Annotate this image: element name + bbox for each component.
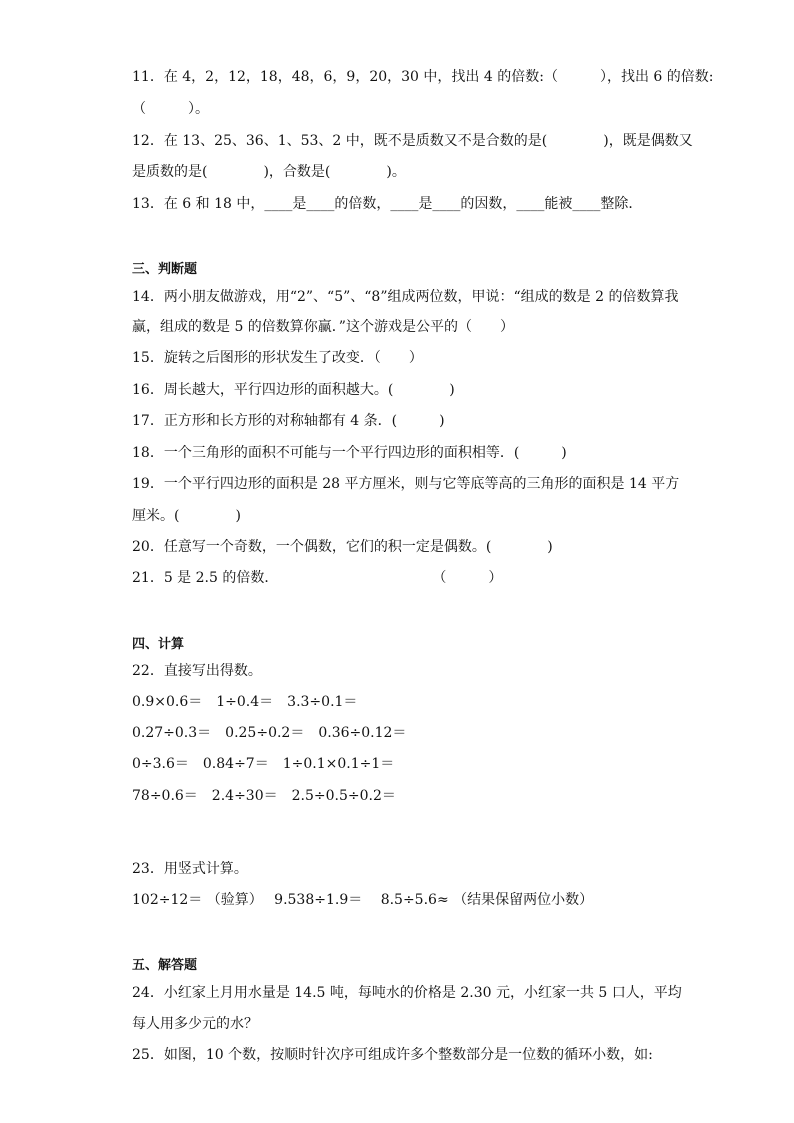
question-23: 23．用竖式计算。: [132, 861, 248, 877]
question-18: 18．一个三角形的面积不可能与一个平行四边形的面积相等．( ): [132, 445, 567, 461]
section-heading-calculation: 四、计算: [132, 637, 185, 652]
calc-row-4: 78÷0.6＝ 2.4÷30＝ 2.5÷0.5÷0.2＝: [132, 788, 396, 804]
question-14-line-2: 赢，组成的数是 5 的倍数算你赢．”这个游戏是公平的（ ）: [132, 319, 514, 335]
question-16: 16．周长越大，平行四边形的面积越大。( ): [132, 382, 455, 398]
question-20: 20．任意写一个奇数，一个偶数，它们的积一定是偶数。( ): [132, 539, 553, 555]
question-12-line-1: 12．在 13、25、36、1、53、2 中，既不是质数又不是合数的是( )，既是偶数又: [132, 133, 693, 149]
calc-row-2: 0.27÷0.3＝ 0.25÷0.2＝ 0.36÷0.12＝: [132, 725, 407, 741]
question-25: 25．如图，10 个数，按顺时针次序可组成许多个整数部分是一位数的循环小数，如:: [132, 1047, 653, 1063]
question-13: 13．在 6 和 18 中，____是____的倍数，____是____的因数，____能被____整除．: [132, 196, 643, 212]
question-15: 15．旋转之后图形的形状发生了改变．（ ）: [132, 350, 423, 366]
question-14-line-1: 14．两小朋友做游戏，用“2”、“5”、“8”组成两位数，甲说：“组成的数是 2 的倍数算我: [132, 289, 679, 305]
question-11-line-1: 11．在 4，2，12，18，48，6，9，20，30 中，找出 4 的倍数:（ ），找出 6 的倍数:: [132, 69, 714, 85]
question-22: 22．直接写出得数。: [132, 663, 262, 679]
question-24-line-2: 每人用多少元的水？: [132, 1016, 258, 1032]
question-21: 21．5 是 2.5 的倍数． （ ）: [132, 570, 503, 586]
vertical-calc-row: 102÷12＝ （验算） 9.538÷1.9＝ 8.5÷5.6≈ （结果保留两位小数）: [132, 892, 594, 908]
question-12-line-2: 是质数的是( )，合数是( )。: [132, 164, 406, 180]
question-11-line-2: （ ）。: [132, 101, 209, 117]
section-heading-judgment: 三、判断题: [132, 262, 198, 277]
question-24-line-1: 24．小红家上月用水量是 14.5 吨，每吨水的价格是 2.30 元，小红家一共 5 口人，平均: [132, 985, 682, 1001]
calc-row-1: 0.9×0.6＝ 1÷0.4＝ 3.3÷0.1＝: [132, 694, 358, 710]
calc-row-3: 0÷3.6＝ 0.84÷7＝ 1÷0.1×0.1÷1＝: [132, 756, 395, 772]
question-17: 17．正方形和长方形的对称轴都有 4 条．( ): [132, 413, 445, 429]
section-heading-solve: 五、解答题: [132, 958, 198, 973]
question-19-line-1: 19．一个平行四边形的面积是 28 平方厘米，则与它等底等高的三角形的面积是 14 平方: [132, 476, 680, 492]
question-19-line-2: 厘米。( ): [132, 508, 241, 524]
